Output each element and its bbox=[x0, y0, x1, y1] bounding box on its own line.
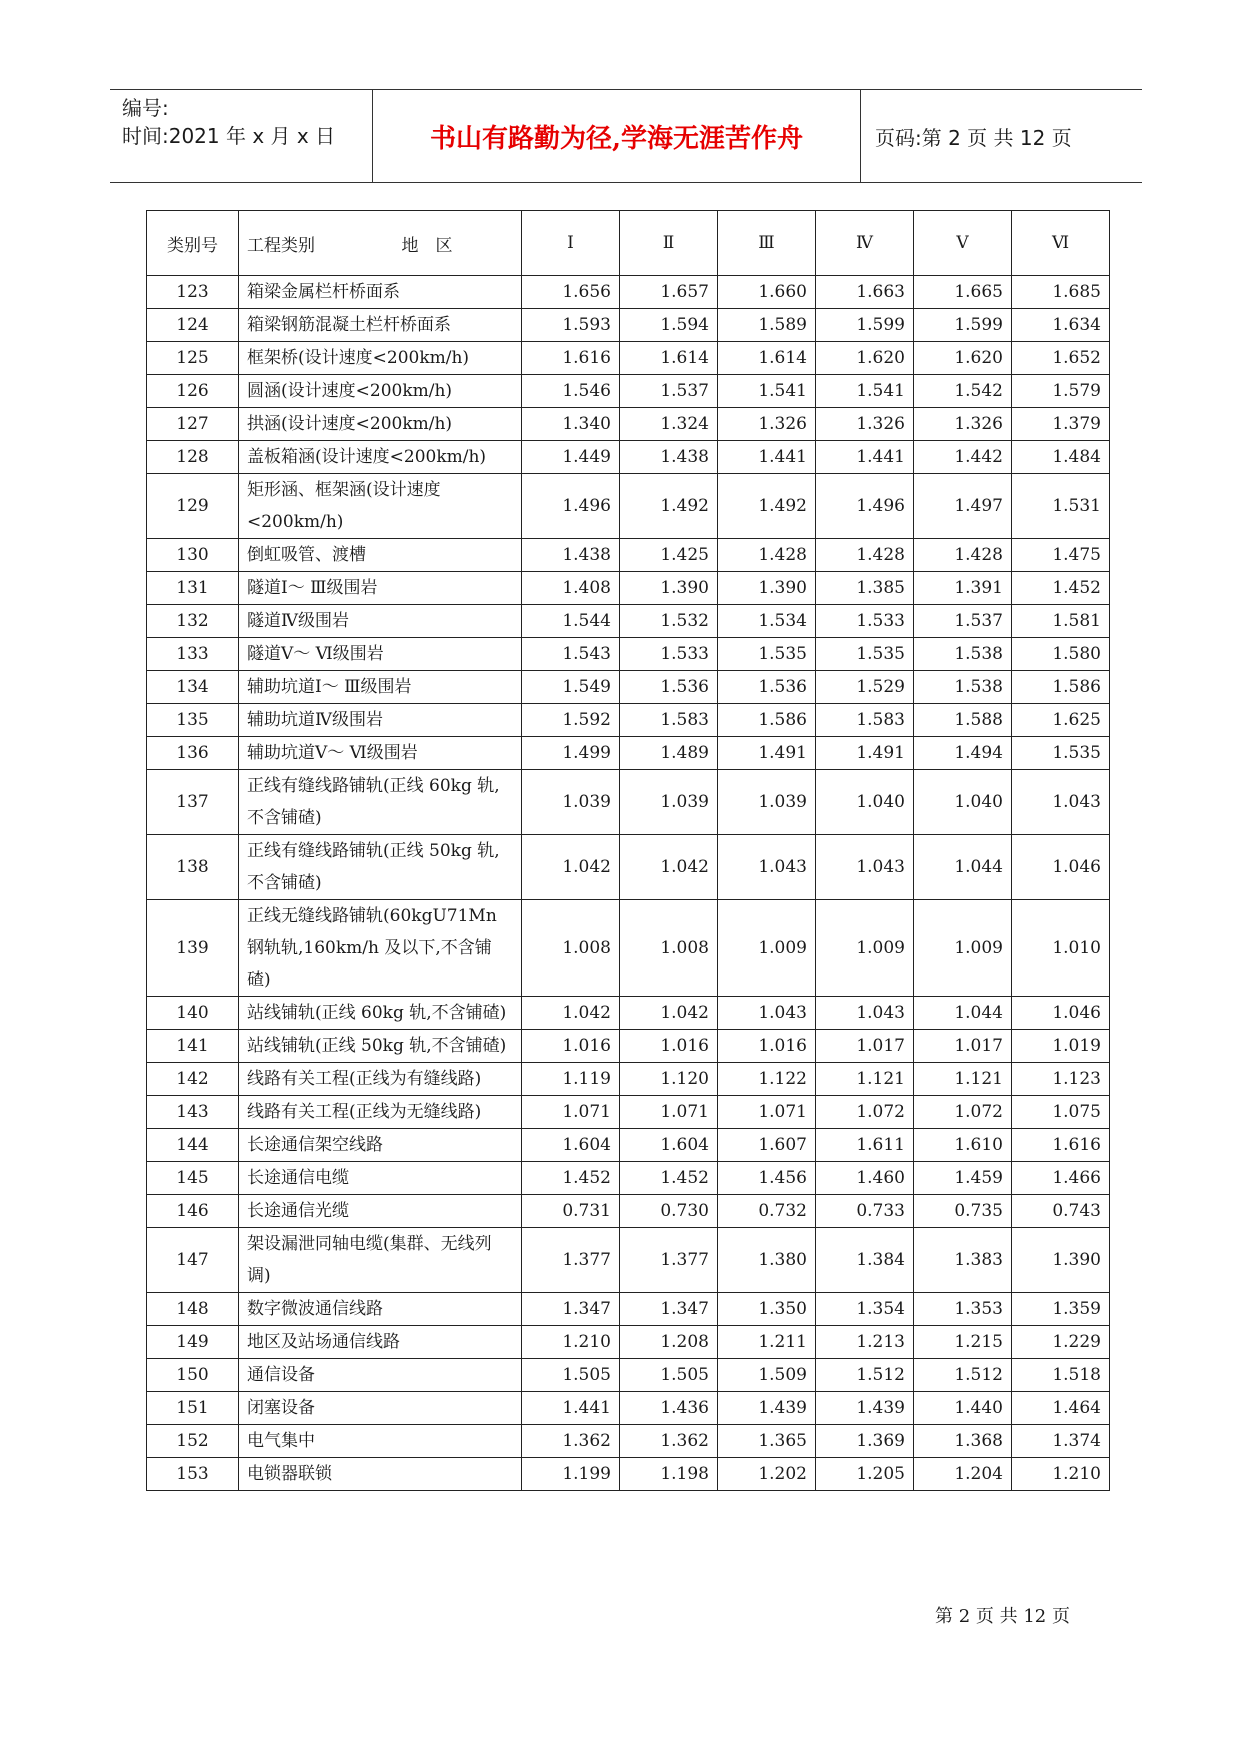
row-name: 架设漏泄同轴电缆(集群、无线列调) bbox=[239, 1228, 522, 1293]
row-name: 拱涵(设计速度<200km/h) bbox=[239, 408, 522, 441]
row-value-region-2: 1.438 bbox=[620, 441, 718, 474]
table-row bbox=[147, 997, 1110, 1030]
row-value-region-5: 1.368 bbox=[914, 1425, 1012, 1458]
row-value-region-2: 1.436 bbox=[620, 1392, 718, 1425]
row-value-region-2: 1.016 bbox=[620, 1030, 718, 1063]
row-value-region-3: 0.732 bbox=[718, 1195, 816, 1228]
row-value-region-5: 1.440 bbox=[914, 1392, 1012, 1425]
table-row bbox=[147, 408, 1110, 441]
row-value-region-2: 1.537 bbox=[620, 375, 718, 408]
row-value-region-6: 1.579 bbox=[1012, 375, 1110, 408]
row-value-region-5: 1.017 bbox=[914, 1030, 1012, 1063]
row-value-region-3: 1.509 bbox=[718, 1359, 816, 1392]
col-header-id: 类别号 bbox=[147, 211, 239, 276]
row-id: 152 bbox=[147, 1425, 239, 1458]
row-name: 闭塞设备 bbox=[239, 1392, 522, 1425]
row-value-region-6: 1.043 bbox=[1012, 770, 1110, 835]
row-value-region-5: 1.497 bbox=[914, 474, 1012, 539]
row-value-region-4: 1.496 bbox=[816, 474, 914, 539]
row-value-region-6: 1.390 bbox=[1012, 1228, 1110, 1293]
row-value-region-1: 1.199 bbox=[522, 1458, 620, 1491]
row-value-region-1: 1.656 bbox=[522, 276, 620, 309]
row-value-region-5: 1.072 bbox=[914, 1096, 1012, 1129]
row-value-region-6: 1.685 bbox=[1012, 276, 1110, 309]
row-value-region-6: 1.652 bbox=[1012, 342, 1110, 375]
row-value-region-3: 1.614 bbox=[718, 342, 816, 375]
col-header-region-3: Ⅲ bbox=[718, 211, 816, 276]
time-label: 时间:2021 年 x 月 x 日 bbox=[122, 124, 336, 148]
row-value-region-1: 1.340 bbox=[522, 408, 620, 441]
row-value-region-5: 1.428 bbox=[914, 539, 1012, 572]
row-value-region-3: 1.492 bbox=[718, 474, 816, 539]
table-row bbox=[147, 1030, 1110, 1063]
col-header-category: 工程类别 地 区 bbox=[239, 211, 522, 276]
row-name: 电气集中 bbox=[239, 1425, 522, 1458]
row-value-region-6: 1.586 bbox=[1012, 671, 1110, 704]
row-value-region-5: 1.665 bbox=[914, 276, 1012, 309]
row-value-region-5: 0.735 bbox=[914, 1195, 1012, 1228]
row-value-region-2: 1.390 bbox=[620, 572, 718, 605]
table-row bbox=[147, 342, 1110, 375]
row-value-region-3: 1.380 bbox=[718, 1228, 816, 1293]
table-row bbox=[147, 1359, 1110, 1392]
row-value-region-4: 1.428 bbox=[816, 539, 914, 572]
row-value-region-2: 1.536 bbox=[620, 671, 718, 704]
row-value-region-6: 1.475 bbox=[1012, 539, 1110, 572]
header-meta bbox=[122, 94, 372, 150]
row-value-region-3: 1.009 bbox=[718, 900, 816, 997]
row-value-region-3: 1.607 bbox=[718, 1129, 816, 1162]
table-row bbox=[147, 1425, 1110, 1458]
table-row bbox=[147, 1392, 1110, 1425]
row-value-region-4: 1.043 bbox=[816, 997, 914, 1030]
row-value-region-2: 1.120 bbox=[620, 1063, 718, 1096]
table-row bbox=[147, 1162, 1110, 1195]
row-value-region-3: 1.541 bbox=[718, 375, 816, 408]
row-name: 电锁器联锁 bbox=[239, 1458, 522, 1491]
row-value-region-1: 1.544 bbox=[522, 605, 620, 638]
row-value-region-2: 1.347 bbox=[620, 1293, 718, 1326]
row-value-region-3: 1.071 bbox=[718, 1096, 816, 1129]
table-row bbox=[147, 770, 1110, 835]
row-id: 129 bbox=[147, 474, 239, 539]
table-row bbox=[147, 1458, 1110, 1491]
row-value-region-2: 1.039 bbox=[620, 770, 718, 835]
row-id: 149 bbox=[147, 1326, 239, 1359]
row-value-region-6: 1.531 bbox=[1012, 474, 1110, 539]
row-id: 138 bbox=[147, 835, 239, 900]
table-row bbox=[147, 605, 1110, 638]
table-row bbox=[147, 539, 1110, 572]
row-value-region-1: 1.119 bbox=[522, 1063, 620, 1096]
table-row bbox=[147, 441, 1110, 474]
row-value-region-4: 1.369 bbox=[816, 1425, 914, 1458]
row-value-region-6: 1.019 bbox=[1012, 1030, 1110, 1063]
row-id: 146 bbox=[147, 1195, 239, 1228]
row-value-region-3: 1.365 bbox=[718, 1425, 816, 1458]
row-value-region-4: 1.441 bbox=[816, 441, 914, 474]
row-value-region-1: 1.546 bbox=[522, 375, 620, 408]
row-value-region-5: 1.383 bbox=[914, 1228, 1012, 1293]
table-row bbox=[147, 1293, 1110, 1326]
row-id: 127 bbox=[147, 408, 239, 441]
row-value-region-4: 1.205 bbox=[816, 1458, 914, 1491]
table-row bbox=[147, 1326, 1110, 1359]
row-value-region-3: 1.491 bbox=[718, 737, 816, 770]
row-value-region-5: 1.326 bbox=[914, 408, 1012, 441]
row-value-region-1: 0.731 bbox=[522, 1195, 620, 1228]
row-value-region-4: 1.663 bbox=[816, 276, 914, 309]
row-value-region-6: 1.046 bbox=[1012, 835, 1110, 900]
row-value-region-2: 1.532 bbox=[620, 605, 718, 638]
row-value-region-6: 0.743 bbox=[1012, 1195, 1110, 1228]
row-value-region-4: 1.439 bbox=[816, 1392, 914, 1425]
table-row bbox=[147, 638, 1110, 671]
row-id: 139 bbox=[147, 900, 239, 997]
table-row bbox=[147, 474, 1110, 539]
row-name: 长途通信光缆 bbox=[239, 1195, 522, 1228]
row-value-region-5: 1.040 bbox=[914, 770, 1012, 835]
row-value-region-3: 1.536 bbox=[718, 671, 816, 704]
table-row bbox=[147, 1228, 1110, 1293]
table-row bbox=[147, 1063, 1110, 1096]
table-row bbox=[147, 309, 1110, 342]
table-header-row bbox=[147, 211, 1110, 276]
row-value-region-3: 1.202 bbox=[718, 1458, 816, 1491]
table-row bbox=[147, 1096, 1110, 1129]
row-value-region-2: 1.198 bbox=[620, 1458, 718, 1491]
page-header bbox=[110, 89, 1142, 183]
row-value-region-1: 1.616 bbox=[522, 342, 620, 375]
row-value-region-1: 1.438 bbox=[522, 539, 620, 572]
row-value-region-1: 1.505 bbox=[522, 1359, 620, 1392]
row-id: 128 bbox=[147, 441, 239, 474]
row-value-region-4: 1.535 bbox=[816, 638, 914, 671]
row-value-region-6: 1.625 bbox=[1012, 704, 1110, 737]
row-value-region-3: 1.390 bbox=[718, 572, 816, 605]
row-value-region-3: 1.122 bbox=[718, 1063, 816, 1096]
col-header-region-1: Ⅰ bbox=[522, 211, 620, 276]
row-value-region-3: 1.043 bbox=[718, 997, 816, 1030]
row-value-region-3: 1.441 bbox=[718, 441, 816, 474]
row-value-region-1: 1.408 bbox=[522, 572, 620, 605]
row-value-region-6: 1.210 bbox=[1012, 1458, 1110, 1491]
table-row bbox=[147, 1195, 1110, 1228]
row-name: 倒虹吸管、渡槽 bbox=[239, 539, 522, 572]
table-row bbox=[147, 704, 1110, 737]
row-value-region-4: 1.512 bbox=[816, 1359, 914, 1392]
row-value-region-2: 1.492 bbox=[620, 474, 718, 539]
row-name: 矩形涵、框架涵(设计速度<200km/h) bbox=[239, 474, 522, 539]
row-value-region-4: 1.529 bbox=[816, 671, 914, 704]
row-name: 圆涵(设计速度<200km/h) bbox=[239, 375, 522, 408]
row-value-region-6: 1.379 bbox=[1012, 408, 1110, 441]
row-name: 辅助坑道Ⅴ～ Ⅵ级围岩 bbox=[239, 737, 522, 770]
row-value-region-3: 1.534 bbox=[718, 605, 816, 638]
row-name: 箱梁钢筋混凝土栏杆桥面系 bbox=[239, 309, 522, 342]
row-value-region-2: 1.008 bbox=[620, 900, 718, 997]
row-value-region-4: 1.040 bbox=[816, 770, 914, 835]
row-id: 142 bbox=[147, 1063, 239, 1096]
row-value-region-4: 1.620 bbox=[816, 342, 914, 375]
row-value-region-3: 1.326 bbox=[718, 408, 816, 441]
row-name: 正线有缝线路铺轨(正线 60kg 轨,不含铺碴) bbox=[239, 770, 522, 835]
row-name: 辅助坑道Ⅰ～ Ⅲ级围岩 bbox=[239, 671, 522, 704]
table-body bbox=[147, 276, 1110, 1491]
table-row bbox=[147, 671, 1110, 704]
row-id: 145 bbox=[147, 1162, 239, 1195]
row-value-region-2: 1.583 bbox=[620, 704, 718, 737]
table-row bbox=[147, 1129, 1110, 1162]
row-value-region-4: 1.009 bbox=[816, 900, 914, 997]
row-value-region-1: 1.449 bbox=[522, 441, 620, 474]
row-value-region-4: 1.385 bbox=[816, 572, 914, 605]
row-value-region-4: 1.541 bbox=[816, 375, 914, 408]
row-value-region-5: 1.538 bbox=[914, 671, 1012, 704]
row-value-region-2: 1.594 bbox=[620, 309, 718, 342]
row-value-region-3: 1.456 bbox=[718, 1162, 816, 1195]
row-value-region-5: 1.044 bbox=[914, 835, 1012, 900]
row-id: 141 bbox=[147, 1030, 239, 1063]
row-value-region-6: 1.010 bbox=[1012, 900, 1110, 997]
row-value-region-5: 1.537 bbox=[914, 605, 1012, 638]
page-label: 页码:第 2 页 共 12 页 bbox=[875, 125, 1072, 150]
row-value-region-6: 1.046 bbox=[1012, 997, 1110, 1030]
row-name: 正线有缝线路铺轨(正线 50kg 轨,不含铺碴) bbox=[239, 835, 522, 900]
row-id: 125 bbox=[147, 342, 239, 375]
row-value-region-3: 1.043 bbox=[718, 835, 816, 900]
row-name: 隧道Ⅴ～ Ⅵ级围岩 bbox=[239, 638, 522, 671]
row-value-region-5: 1.215 bbox=[914, 1326, 1012, 1359]
row-value-region-1: 1.377 bbox=[522, 1228, 620, 1293]
row-id: 150 bbox=[147, 1359, 239, 1392]
row-value-region-5: 1.204 bbox=[914, 1458, 1012, 1491]
row-value-region-2: 1.377 bbox=[620, 1228, 718, 1293]
row-id: 135 bbox=[147, 704, 239, 737]
row-name: 线路有关工程(正线为无缝线路) bbox=[239, 1096, 522, 1129]
row-value-region-1: 1.543 bbox=[522, 638, 620, 671]
row-value-region-5: 1.009 bbox=[914, 900, 1012, 997]
row-value-region-4: 1.611 bbox=[816, 1129, 914, 1162]
row-id: 153 bbox=[147, 1458, 239, 1491]
row-value-region-5: 1.044 bbox=[914, 997, 1012, 1030]
row-value-region-5: 1.459 bbox=[914, 1162, 1012, 1195]
row-id: 147 bbox=[147, 1228, 239, 1293]
row-value-region-4: 1.072 bbox=[816, 1096, 914, 1129]
row-id: 131 bbox=[147, 572, 239, 605]
row-value-region-4: 1.213 bbox=[816, 1326, 914, 1359]
row-value-region-4: 1.491 bbox=[816, 737, 914, 770]
row-value-region-2: 0.730 bbox=[620, 1195, 718, 1228]
row-value-region-1: 1.362 bbox=[522, 1425, 620, 1458]
serial-label: 编号: bbox=[122, 96, 169, 120]
row-name: 地区及站场通信线路 bbox=[239, 1326, 522, 1359]
coefficient-table bbox=[146, 210, 1110, 1491]
row-value-region-3: 1.589 bbox=[718, 309, 816, 342]
row-value-region-6: 1.464 bbox=[1012, 1392, 1110, 1425]
row-value-region-4: 1.460 bbox=[816, 1162, 914, 1195]
row-id: 123 bbox=[147, 276, 239, 309]
row-value-region-4: 1.599 bbox=[816, 309, 914, 342]
row-value-region-5: 1.599 bbox=[914, 309, 1012, 342]
row-value-region-6: 1.466 bbox=[1012, 1162, 1110, 1195]
row-value-region-5: 1.442 bbox=[914, 441, 1012, 474]
row-value-region-4: 1.043 bbox=[816, 835, 914, 900]
row-value-region-2: 1.657 bbox=[620, 276, 718, 309]
row-value-region-6: 1.634 bbox=[1012, 309, 1110, 342]
row-value-region-2: 1.042 bbox=[620, 997, 718, 1030]
row-value-region-3: 1.660 bbox=[718, 276, 816, 309]
row-value-region-6: 1.518 bbox=[1012, 1359, 1110, 1392]
row-value-region-5: 1.620 bbox=[914, 342, 1012, 375]
row-value-region-3: 1.211 bbox=[718, 1326, 816, 1359]
row-value-region-2: 1.614 bbox=[620, 342, 718, 375]
row-value-region-4: 1.354 bbox=[816, 1293, 914, 1326]
table-row bbox=[147, 572, 1110, 605]
row-value-region-5: 1.542 bbox=[914, 375, 1012, 408]
row-value-region-2: 1.208 bbox=[620, 1326, 718, 1359]
row-value-region-2: 1.489 bbox=[620, 737, 718, 770]
row-value-region-6: 1.484 bbox=[1012, 441, 1110, 474]
row-value-region-3: 1.039 bbox=[718, 770, 816, 835]
col-header-region-6: Ⅵ bbox=[1012, 211, 1110, 276]
row-value-region-6: 1.123 bbox=[1012, 1063, 1110, 1096]
row-value-region-2: 1.362 bbox=[620, 1425, 718, 1458]
row-name: 箱梁金属栏杆桥面系 bbox=[239, 276, 522, 309]
col-header-region-2: Ⅱ bbox=[620, 211, 718, 276]
row-value-region-1: 1.016 bbox=[522, 1030, 620, 1063]
row-value-region-6: 1.581 bbox=[1012, 605, 1110, 638]
row-value-region-3: 1.535 bbox=[718, 638, 816, 671]
row-value-region-6: 1.452 bbox=[1012, 572, 1110, 605]
row-value-region-1: 1.042 bbox=[522, 835, 620, 900]
row-value-region-1: 1.441 bbox=[522, 1392, 620, 1425]
row-value-region-6: 1.616 bbox=[1012, 1129, 1110, 1162]
row-value-region-5: 1.353 bbox=[914, 1293, 1012, 1326]
row-value-region-4: 1.017 bbox=[816, 1030, 914, 1063]
row-value-region-2: 1.505 bbox=[620, 1359, 718, 1392]
col-header-region-4: Ⅳ bbox=[816, 211, 914, 276]
row-value-region-4: 1.533 bbox=[816, 605, 914, 638]
row-id: 137 bbox=[147, 770, 239, 835]
row-value-region-5: 1.538 bbox=[914, 638, 1012, 671]
row-name: 长途通信电缆 bbox=[239, 1162, 522, 1195]
row-value-region-2: 1.533 bbox=[620, 638, 718, 671]
col-header-region-5: Ⅴ bbox=[914, 211, 1012, 276]
row-value-region-5: 1.121 bbox=[914, 1063, 1012, 1096]
row-id: 140 bbox=[147, 997, 239, 1030]
row-value-region-3: 1.016 bbox=[718, 1030, 816, 1063]
row-id: 124 bbox=[147, 309, 239, 342]
row-id: 148 bbox=[147, 1293, 239, 1326]
row-name: 隧道Ⅳ级围岩 bbox=[239, 605, 522, 638]
row-value-region-5: 1.494 bbox=[914, 737, 1012, 770]
row-value-region-3: 1.439 bbox=[718, 1392, 816, 1425]
row-value-region-1: 1.592 bbox=[522, 704, 620, 737]
row-name: 辅助坑道Ⅳ级围岩 bbox=[239, 704, 522, 737]
row-name: 隧道Ⅰ～ Ⅲ级围岩 bbox=[239, 572, 522, 605]
row-value-region-2: 1.425 bbox=[620, 539, 718, 572]
row-value-region-2: 1.042 bbox=[620, 835, 718, 900]
row-value-region-2: 1.452 bbox=[620, 1162, 718, 1195]
row-name: 长途通信架空线路 bbox=[239, 1129, 522, 1162]
row-name: 正线无缝线路铺轨(60kgU71Mn 钢轨轨,160km/h 及以下,不含铺碴) bbox=[239, 900, 522, 997]
row-value-region-4: 1.583 bbox=[816, 704, 914, 737]
row-name: 盖板箱涵(设计速度<200km/h) bbox=[239, 441, 522, 474]
row-value-region-3: 1.428 bbox=[718, 539, 816, 572]
row-value-region-6: 1.374 bbox=[1012, 1425, 1110, 1458]
row-id: 151 bbox=[147, 1392, 239, 1425]
row-value-region-6: 1.359 bbox=[1012, 1293, 1110, 1326]
row-value-region-1: 1.042 bbox=[522, 997, 620, 1030]
row-value-region-5: 1.512 bbox=[914, 1359, 1012, 1392]
row-name: 通信设备 bbox=[239, 1359, 522, 1392]
table-row bbox=[147, 900, 1110, 997]
row-name: 站线铺轨(正线 50kg 轨,不含铺碴) bbox=[239, 1030, 522, 1063]
row-value-region-6: 1.580 bbox=[1012, 638, 1110, 671]
row-value-region-1: 1.499 bbox=[522, 737, 620, 770]
row-value-region-1: 1.071 bbox=[522, 1096, 620, 1129]
row-name: 线路有关工程(正线为有缝线路) bbox=[239, 1063, 522, 1096]
row-value-region-1: 1.549 bbox=[522, 671, 620, 704]
row-id: 130 bbox=[147, 539, 239, 572]
page-footer: 第 2 页 共 12 页 bbox=[935, 1606, 1070, 1627]
table-row bbox=[147, 835, 1110, 900]
row-id: 143 bbox=[147, 1096, 239, 1129]
row-name: 站线铺轨(正线 60kg 轨,不含铺碴) bbox=[239, 997, 522, 1030]
row-name: 数字微波通信线路 bbox=[239, 1293, 522, 1326]
row-value-region-6: 1.535 bbox=[1012, 737, 1110, 770]
row-value-region-1: 1.039 bbox=[522, 770, 620, 835]
row-value-region-1: 1.008 bbox=[522, 900, 620, 997]
row-name: 框架桥(设计速度<200km/h) bbox=[239, 342, 522, 375]
row-value-region-2: 1.604 bbox=[620, 1129, 718, 1162]
row-id: 144 bbox=[147, 1129, 239, 1162]
motto: 书山有路勤为径,学海无涯苦作舟 bbox=[372, 90, 861, 182]
row-id: 126 bbox=[147, 375, 239, 408]
row-value-region-1: 1.496 bbox=[522, 474, 620, 539]
row-value-region-1: 1.452 bbox=[522, 1162, 620, 1195]
row-id: 134 bbox=[147, 671, 239, 704]
row-value-region-3: 1.350 bbox=[718, 1293, 816, 1326]
row-value-region-4: 1.121 bbox=[816, 1063, 914, 1096]
row-value-region-2: 1.324 bbox=[620, 408, 718, 441]
row-value-region-5: 1.391 bbox=[914, 572, 1012, 605]
row-value-region-5: 1.588 bbox=[914, 704, 1012, 737]
row-id: 136 bbox=[147, 737, 239, 770]
row-id: 132 bbox=[147, 605, 239, 638]
row-value-region-2: 1.071 bbox=[620, 1096, 718, 1129]
row-value-region-1: 1.604 bbox=[522, 1129, 620, 1162]
row-value-region-1: 1.593 bbox=[522, 309, 620, 342]
row-value-region-6: 1.229 bbox=[1012, 1326, 1110, 1359]
row-value-region-1: 1.210 bbox=[522, 1326, 620, 1359]
row-value-region-5: 1.610 bbox=[914, 1129, 1012, 1162]
table-row bbox=[147, 375, 1110, 408]
row-value-region-6: 1.075 bbox=[1012, 1096, 1110, 1129]
table-row bbox=[147, 276, 1110, 309]
row-id: 133 bbox=[147, 638, 239, 671]
row-value-region-3: 1.586 bbox=[718, 704, 816, 737]
table-row bbox=[147, 737, 1110, 770]
row-value-region-1: 1.347 bbox=[522, 1293, 620, 1326]
row-value-region-4: 1.384 bbox=[816, 1228, 914, 1293]
row-value-region-4: 1.326 bbox=[816, 408, 914, 441]
row-value-region-4: 0.733 bbox=[816, 1195, 914, 1228]
